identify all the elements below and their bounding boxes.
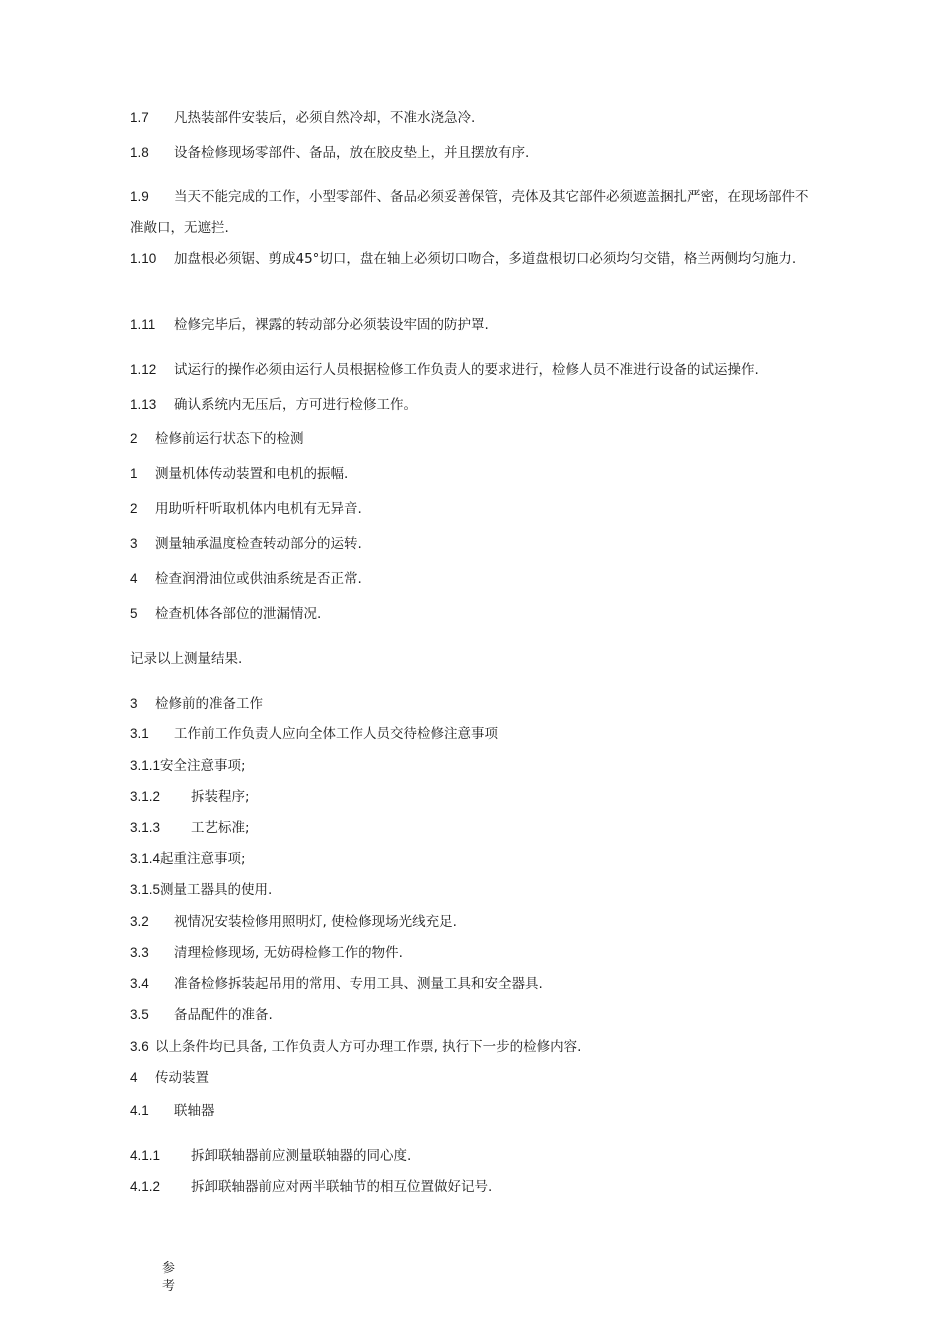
section-number: 3.1.2 <box>130 789 161 804</box>
line-text: 工作前工作负责人应向全体工作人员交待检修注意事项 <box>174 726 498 742</box>
section-number: 4.1 <box>130 1103 149 1118</box>
line-1-12 <box>130 360 759 380</box>
line-3-1-1 <box>130 756 246 776</box>
line-text: 检修完毕后，裸露的转动部分必须装设牢固的防护罩. <box>174 317 489 333</box>
section-number: 2 <box>130 431 138 446</box>
line-text: 联轴器 <box>174 1103 215 1119</box>
line-text: 检查机体各部位的泄漏情况. <box>155 606 322 622</box>
line-text: 检查润滑油位或供油系统是否正常. <box>155 571 362 587</box>
section-number: 4.1.1 <box>130 1148 161 1163</box>
line-3-1-5 <box>130 880 272 900</box>
line-text: 确认系统内无压后，方可进行检修工作。 <box>174 397 417 413</box>
line-text: 起重注意事项; <box>160 851 246 867</box>
line-text: 加盘根必须锯、剪成45°切口，盘在轴上必须切口吻合，多道盘根切口必须均匀交错，格兰两侧均匀施力. <box>174 251 797 267</box>
section-number: 3.4 <box>130 976 149 991</box>
section-number: 4.1.2 <box>130 1179 161 1194</box>
section-number: 3 <box>130 696 138 711</box>
line-1-7 <box>130 108 475 128</box>
section-number: 1.11 <box>130 317 156 332</box>
section-number: 3.1.5 <box>130 882 161 897</box>
line-4-1-1 <box>130 1146 411 1166</box>
line-3-1-2 <box>130 787 250 807</box>
heading-4 <box>130 1068 209 1088</box>
line-text: 测量工器具的使用. <box>160 882 273 898</box>
section-number: 1.9 <box>130 189 149 204</box>
section-number: 4 <box>130 1070 138 1085</box>
line-1-10 <box>130 243 820 275</box>
section-number: 3.6 <box>130 1039 149 1054</box>
line-text: 拆卸联轴器前应测量联轴器的同心度. <box>191 1148 412 1164</box>
line-text: 设备检修现场零部件、备品，放在胶皮垫上，并且摆放有序. <box>174 145 530 161</box>
line-1-11 <box>130 315 489 335</box>
line-text: 清理检修现场, 无妨碍检修工作的物件. <box>174 945 403 961</box>
section-number: 1 <box>130 466 138 481</box>
line-3-1-4 <box>130 849 246 869</box>
heading-3 <box>130 694 263 714</box>
check-item-4 <box>130 569 362 589</box>
line-text: 安全注意事项; <box>160 758 246 774</box>
line-1-9 <box>130 181 820 244</box>
line-text: 传动装置 <box>155 1070 209 1086</box>
section-number: 3.2 <box>130 914 149 929</box>
footer-char-1: 参 <box>162 1261 176 1276</box>
heading-2 <box>130 429 304 449</box>
section-number: 3.3 <box>130 945 149 960</box>
line-3-6 <box>130 1037 581 1057</box>
line-text: 视情况安装检修用照明灯, 使检修现场光线充足. <box>174 914 457 930</box>
section-number: 3.1.4 <box>130 851 161 866</box>
line-3-4 <box>130 974 543 994</box>
line-4-1-2 <box>130 1177 492 1197</box>
section-number: 1.8 <box>130 145 149 160</box>
section-number: 1.13 <box>130 397 157 412</box>
line-3-2 <box>130 912 457 932</box>
line-1-8 <box>130 143 529 163</box>
line-1-13 <box>130 395 417 415</box>
line-text: 测量机体传动装置和电机的振幅. <box>155 466 349 482</box>
line-text: 拆卸联轴器前应对两半联轴节的相互位置做好记号. <box>191 1179 493 1195</box>
line-text: 以上条件均已具备, 工作负责人方可办理工作票, 执行下一步的检修内容. <box>155 1039 582 1055</box>
check-item-5 <box>130 604 321 624</box>
section-number: 1.12 <box>130 362 157 377</box>
section-number: 1.7 <box>130 110 149 125</box>
line-text: 准备检修拆装起吊用的常用、专用工具、测量工具和安全器具. <box>174 976 543 992</box>
section-number: 2 <box>130 501 138 516</box>
line-text: 测量轴承温度检查转动部分的运转. <box>155 536 362 552</box>
section-number: 4 <box>130 571 138 586</box>
line-4-1 <box>130 1101 215 1121</box>
section-number: 1.10 <box>130 251 157 266</box>
line-3-1-3 <box>130 818 250 838</box>
line-text: 试运行的操作必须由运行人员根据检修工作负责人的要求进行，检修人员不准进行设备的试运操作. <box>174 362 759 378</box>
line-text: 记录以上测量结果. <box>130 651 243 667</box>
footer-char-2: 考 <box>162 1279 176 1294</box>
check-item-3 <box>130 534 362 554</box>
footer-reference <box>162 1260 175 1296</box>
section-number: 3.5 <box>130 1007 149 1022</box>
line-text: 工艺标准; <box>191 820 250 836</box>
section-number: 3.1.3 <box>130 820 161 835</box>
line-text: 检修前运行状态下的检测 <box>155 431 304 447</box>
line-text: 拆装程序; <box>191 789 250 805</box>
record-note <box>130 649 242 669</box>
line-3-1 <box>130 724 498 744</box>
line-3-5 <box>130 1005 273 1025</box>
check-item-1 <box>130 464 348 484</box>
check-item-2 <box>130 499 362 519</box>
section-number: 5 <box>130 606 138 621</box>
line-3-3 <box>130 943 403 963</box>
line-text: 凡热装部件安装后，必须自然冷却，不准水浇急冷. <box>174 110 476 126</box>
line-text: 备品配件的准备. <box>174 1007 273 1023</box>
line-text: 用助听杆听取机体内电机有无异音. <box>155 501 362 517</box>
line-text: 当天不能完成的工作，小型零部件、备品必须妥善保管，壳体及其它部件必须遮盖捆扎严密，在现场部件不准敞口，无遮拦. <box>130 189 809 236</box>
section-number: 3 <box>130 536 138 551</box>
line-text: 检修前的准备工作 <box>155 696 263 712</box>
section-number: 3.1 <box>130 726 149 741</box>
section-number: 3.1.1 <box>130 758 161 773</box>
